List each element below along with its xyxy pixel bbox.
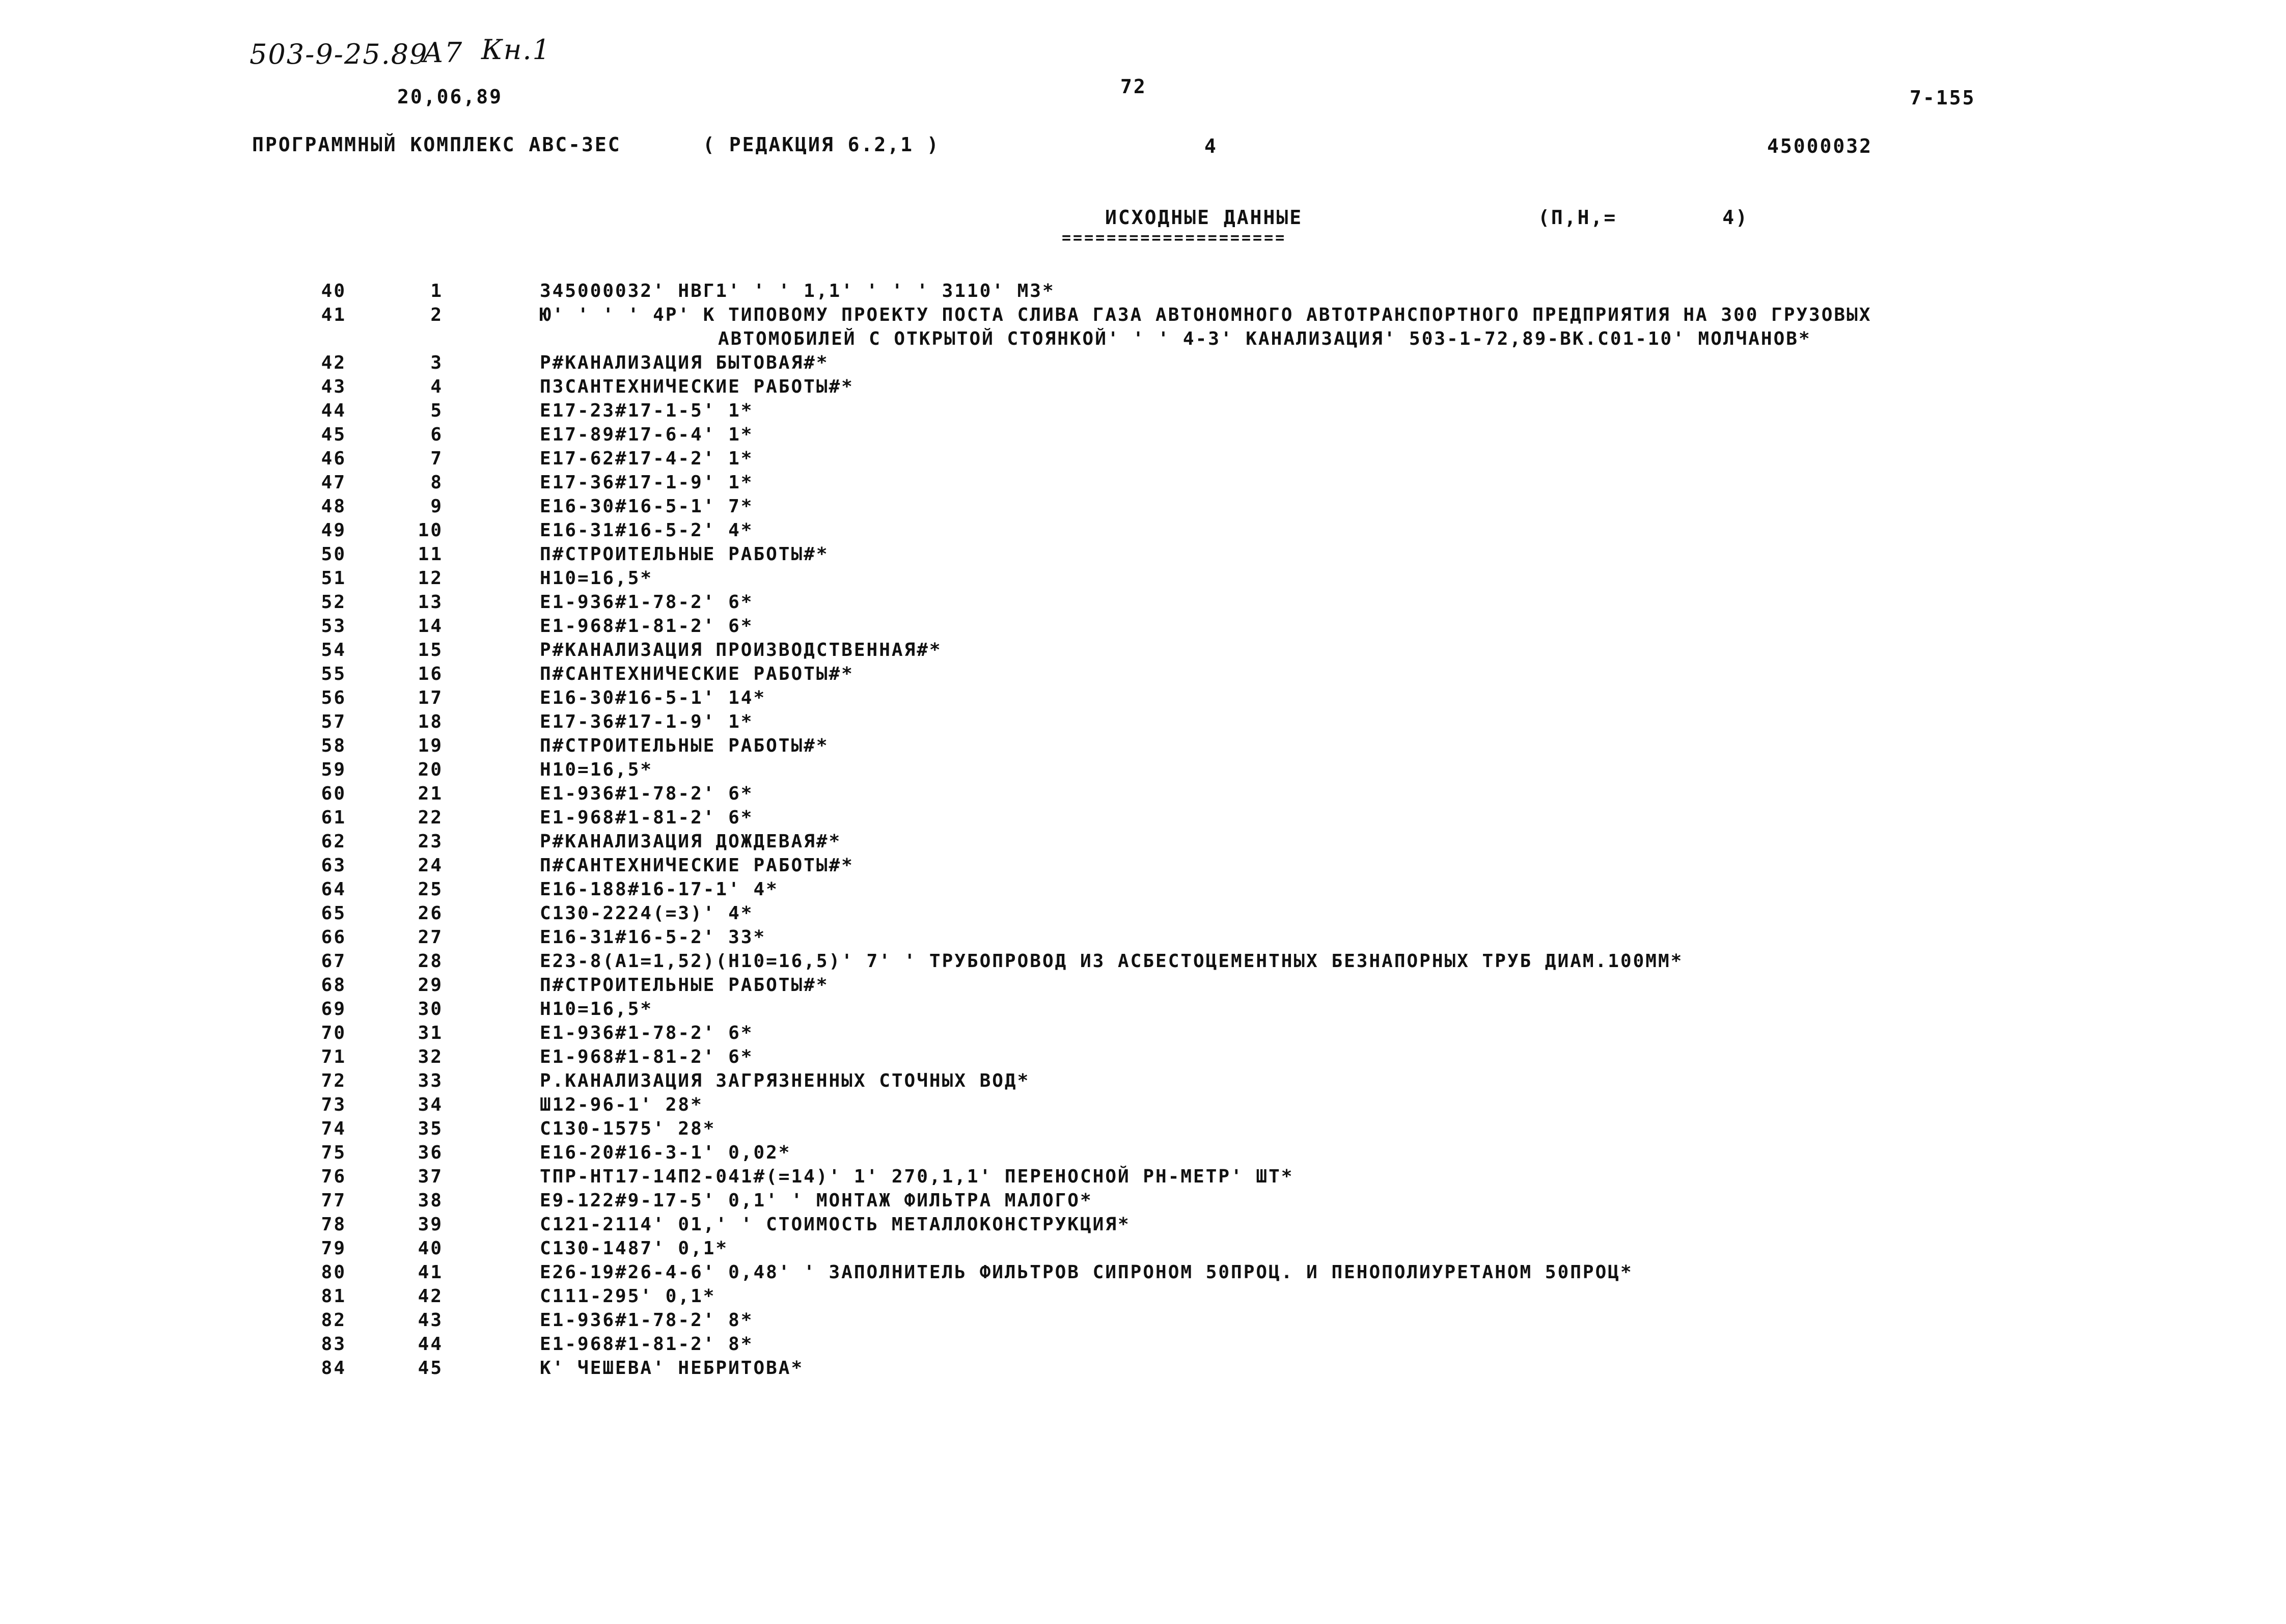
row-sequence: 23: [418, 831, 443, 852]
row-sequence: 18: [418, 711, 443, 732]
row-text: С130-1487' 0,1*: [540, 1238, 729, 1259]
row-text: Е1-936#1-78-2' 6*: [540, 592, 754, 613]
listing-row: [0, 1093, 2286, 1117]
row-number: 52: [321, 592, 346, 613]
row-text: Е17-89#17-6-4' 1*: [540, 424, 754, 445]
row-sequence: 20: [418, 759, 443, 780]
row-text: С121-2114' 01,' ' СТОИМОСТЬ МЕТАЛЛОКОНСТРУКЦИЯ*: [540, 1214, 1131, 1235]
row-sequence: 35: [418, 1118, 443, 1139]
row-sequence: 27: [418, 927, 443, 948]
row-sequence: 32: [418, 1047, 443, 1067]
row-text: Е16-188#16-17-1' 4*: [540, 879, 779, 900]
row-text: ПЗСАНТЕХНИЧЕСКИЕ РАБОТЫ#*: [540, 376, 854, 397]
row-number: 79: [321, 1238, 346, 1259]
row-sequence: 40: [418, 1238, 443, 1259]
row-text: Е1-968#1-81-2' 6*: [540, 1047, 754, 1067]
row-sequence: 7: [430, 448, 443, 469]
row-sequence: 2: [430, 305, 443, 325]
listing-row: [0, 1260, 2286, 1284]
listing-row: [0, 997, 2286, 1021]
page-number: 72: [1120, 75, 1147, 98]
handwritten-album: А7: [423, 37, 463, 69]
row-number: 42: [321, 352, 346, 373]
listing-row: [0, 1141, 2286, 1165]
row-number: 54: [321, 640, 346, 660]
listing-row: [0, 782, 2286, 806]
row-number: 67: [321, 951, 346, 972]
listing-row: [0, 566, 2286, 590]
row-text: Н10=16,5*: [540, 999, 653, 1020]
row-text: 345000032' НВГ1' ' ' 1,1' ' ' ' 3110' МЗ*: [540, 281, 1055, 301]
row-number: 84: [321, 1358, 346, 1379]
row-text: С130-1575' 28*: [540, 1118, 716, 1139]
row-sequence: 28: [418, 951, 443, 972]
row-text: Е16-31#16-5-2' 33*: [540, 927, 766, 948]
listing-row: [0, 471, 2286, 494]
row-text: Ю' ' ' ' 4Р' К ТИПОВОМУ ПРОЕКТУ ПОСТА СЛИВА ГАЗА АВТОНОМНОГО АВТОТРАНСПОРТНОГО ПРЕДПРИЯТИЯ НА 300 ГРУЗОВЫХ: [540, 305, 1872, 325]
row-sequence: 9: [430, 496, 443, 517]
row-number: 71: [321, 1047, 346, 1067]
row-sequence: 4: [430, 376, 443, 397]
row-text: П#СТРОИТЕЛЬНЫЕ РАБОТЫ#*: [540, 975, 829, 996]
row-number: 46: [321, 448, 346, 469]
row-number: 60: [321, 783, 346, 804]
listing-row: [0, 1236, 2286, 1260]
row-text: Н10=16,5*: [540, 568, 653, 589]
row-number: 72: [321, 1070, 346, 1091]
listing-row: [0, 973, 2286, 997]
handwritten-project-code: 503-9-25.89: [250, 38, 428, 70]
listing-row: [0, 1213, 2286, 1236]
row-sequence: 21: [418, 783, 443, 804]
listing-row: [0, 1165, 2286, 1189]
row-continuation-text: АВТОМОБИЛЕЙ С ОТКРЫТОЙ СТОЯНКОЙ' ' ' 4-3' КАНАЛИЗАЦИЯ' 503-1-72,89-ВК.С01-10' МОЛЧАНОВ*: [718, 328, 1811, 349]
row-text: Е1-936#1-78-2' 6*: [540, 1023, 754, 1043]
listing-row: [0, 1189, 2286, 1213]
row-number: 62: [321, 831, 346, 852]
row-text: П#САНТЕХНИЧЕСКИЕ РАБОТЫ#*: [540, 855, 854, 876]
row-number: 47: [321, 472, 346, 493]
listing-row: [0, 638, 2286, 662]
row-sequence: 43: [418, 1310, 443, 1331]
row-number: 80: [321, 1262, 346, 1283]
listing-row: [0, 399, 2286, 423]
row-sequence: 24: [418, 855, 443, 876]
listing-row: [0, 949, 2286, 973]
listing-row: [0, 351, 2286, 375]
row-number: 61: [321, 807, 346, 828]
row-number: 50: [321, 544, 346, 565]
listing-row: [0, 710, 2286, 734]
row-number: 41: [321, 305, 346, 325]
row-sequence: 44: [418, 1334, 443, 1355]
row-text: Ш12-96-1' 28*: [540, 1094, 703, 1115]
listing-row: [0, 901, 2286, 925]
row-number: 73: [321, 1094, 346, 1115]
row-text: Е1-936#1-78-2' 8*: [540, 1310, 754, 1331]
row-sequence: 17: [418, 687, 443, 708]
row-sequence: 15: [418, 640, 443, 660]
listing-row: [0, 1069, 2286, 1093]
row-text: Р#КАНАЛИЗАЦИЯ ПРОИЗВОДСТВЕННАЯ#*: [540, 640, 942, 660]
row-number: 56: [321, 687, 346, 708]
row-sequence: 10: [418, 520, 443, 541]
listing-row: [0, 1308, 2286, 1332]
row-sequence: 6: [430, 424, 443, 445]
listing-row: [0, 758, 2286, 782]
row-text: С130-2224(=3)' 4*: [540, 903, 754, 924]
row-number: 43: [321, 376, 346, 397]
listing-row: [0, 1021, 2286, 1045]
program-name: ПРОГРАММНЫЙ КОМПЛЕКС АВС-ЗЕС: [252, 133, 621, 156]
row-number: 59: [321, 759, 346, 780]
row-text: Е17-36#17-1-9' 1*: [540, 472, 754, 493]
listing-row: [0, 1284, 2286, 1308]
row-text: ТПР-НТ17-14П2-041#(=14)' 1' 270,1,1' ПЕРЕНОСНОЙ РН-МЕТР' ШТ*: [540, 1166, 1294, 1187]
row-text: С111-295' 0,1*: [540, 1286, 716, 1307]
row-number: 63: [321, 855, 346, 876]
row-number: 57: [321, 711, 346, 732]
row-sequence: 13: [418, 592, 443, 613]
row-sequence: 45: [418, 1358, 443, 1379]
row-number: 70: [321, 1023, 346, 1043]
row-number: 68: [321, 975, 346, 996]
row-sequence: 1: [430, 281, 443, 301]
row-sequence: 12: [418, 568, 443, 589]
row-number: 66: [321, 927, 346, 948]
row-sequence: 26: [418, 903, 443, 924]
row-sequence: 3: [430, 352, 443, 373]
program-edition: ( РЕДАКЦИЯ 6.2,1 ): [703, 133, 940, 156]
row-sequence: 25: [418, 879, 443, 900]
listing-row: [0, 854, 2286, 877]
row-number: 48: [321, 496, 346, 517]
row-sequence: 39: [418, 1214, 443, 1235]
section-title-underline: ====================: [1062, 229, 1287, 247]
section-title: ИСХОДНЫЕ ДАННЫЕ: [1105, 206, 1303, 229]
row-text: Е16-20#16-3-1' 0,02*: [540, 1142, 791, 1163]
row-number: 83: [321, 1334, 346, 1355]
row-number: 74: [321, 1118, 346, 1139]
row-text: Е1-936#1-78-2' 6*: [540, 783, 754, 804]
listing-row: [0, 518, 2286, 542]
row-number: 65: [321, 903, 346, 924]
row-text: Р#КАНАЛИЗАЦИЯ БЫТОВАЯ#*: [540, 352, 829, 373]
row-sequence: 19: [418, 735, 443, 756]
row-text: П#САНТЕХНИЧЕСКИЕ РАБОТЫ#*: [540, 664, 854, 684]
row-sequence: 36: [418, 1142, 443, 1163]
row-sequence: 31: [418, 1023, 443, 1043]
print-date: 20,06,89: [397, 86, 503, 108]
row-number: 81: [321, 1286, 346, 1307]
listing-row: [0, 877, 2286, 901]
row-text: Е16-30#16-5-1' 14*: [540, 687, 766, 708]
listing-row: [0, 375, 2286, 399]
row-number: 51: [321, 568, 346, 589]
row-sequence: 14: [418, 616, 443, 637]
row-text: Е16-31#16-5-2' 4*: [540, 520, 754, 541]
row-number: 78: [321, 1214, 346, 1235]
listing-row: [0, 303, 2286, 327]
row-number: 75: [321, 1142, 346, 1163]
listing-row: [0, 1045, 2286, 1069]
listing-row: [0, 614, 2286, 638]
listing-row: [0, 279, 2286, 303]
row-text: Е16-30#16-5-1' 7*: [540, 496, 754, 517]
listing-row: [0, 423, 2286, 447]
row-sequence: 34: [418, 1094, 443, 1115]
row-number: 64: [321, 879, 346, 900]
row-text: К' ЧЕШЕВА' НЕБРИТОВА*: [540, 1358, 804, 1379]
row-sequence: 30: [418, 999, 443, 1020]
row-text: Р#КАНАЛИЗАЦИЯ ДОЖДЕВАЯ#*: [540, 831, 842, 852]
row-text: Е23-8(А1=1,52)(Н10=16,5)' 7' ' ТРУБОПРОВОД ИЗ АСБЕСТОЦЕМЕНТНЫХ БЕЗНАПОРНЫХ ТРУБ ДИАМ.100ММ*: [540, 951, 1684, 972]
listing-row: [0, 542, 2286, 566]
row-number: 49: [321, 520, 346, 541]
row-number: 69: [321, 999, 346, 1020]
handwritten-book: Кн.1: [481, 34, 551, 66]
row-text: Е17-23#17-1-5' 1*: [540, 400, 754, 421]
row-number: 44: [321, 400, 346, 421]
row-text: Н10=16,5*: [540, 759, 653, 780]
row-text: Е1-968#1-81-2' 8*: [540, 1334, 754, 1355]
row-text: Е17-62#17-4-2' 1*: [540, 448, 754, 469]
row-number: 45: [321, 424, 346, 445]
row-text: П#СТРОИТЕЛЬНЫЕ РАБОТЫ#*: [540, 544, 829, 565]
row-text: Е26-19#26-4-6' 0,48' ' ЗАПОЛНИТЕЛЬ ФИЛЬТРОВ СИПРОНОМ 50ПРОЦ. И ПЕНОПОЛИУРЕТАНОМ 50ПРОЦ*: [540, 1262, 1633, 1283]
row-text: Е17-36#17-1-9' 1*: [540, 711, 754, 732]
row-sequence: 16: [418, 664, 443, 684]
row-number: 55: [321, 664, 346, 684]
row-sequence: 38: [418, 1190, 443, 1211]
listing-row: [0, 1332, 2286, 1356]
row-text: Е1-968#1-81-2' 6*: [540, 807, 754, 828]
object-code: 45000032: [1767, 135, 1873, 157]
listing-row: [0, 830, 2286, 854]
listing-row: [0, 925, 2286, 949]
row-sequence: 8: [430, 472, 443, 493]
row-sequence: 29: [418, 975, 443, 996]
section-parameter: (П,Н,= 4): [1538, 206, 1749, 229]
row-sequence: 11: [418, 544, 443, 565]
row-number: 53: [321, 616, 346, 637]
document-code: 7-155: [1910, 87, 1976, 109]
listing-row: [0, 662, 2286, 686]
row-text: Е9-122#9-17-5' 0,1' ' МОНТАЖ ФИЛЬТРА МАЛОГО*: [540, 1190, 1093, 1211]
row-text: Р.КАНАЛИЗАЦИЯ ЗАГРЯЗНЕННЫХ СТОЧНЫХ ВОД*: [540, 1070, 1030, 1091]
listing-row: [0, 590, 2286, 614]
row-number: 58: [321, 735, 346, 756]
row-text: Е1-968#1-81-2' 6*: [540, 616, 754, 637]
row-number: 40: [321, 281, 346, 301]
listing-row: [0, 686, 2286, 710]
row-sequence: 41: [418, 1262, 443, 1283]
listing-row: [0, 1356, 2286, 1380]
section-number: 4: [1204, 135, 1218, 157]
row-number: 76: [321, 1166, 346, 1187]
listing-row: [0, 1117, 2286, 1141]
listing-row: [0, 494, 2286, 518]
row-sequence: 42: [418, 1286, 443, 1307]
listing-row: [0, 447, 2286, 471]
row-number: 82: [321, 1310, 346, 1331]
listing-row: [0, 734, 2286, 758]
listing-row-continuation: [0, 327, 2286, 351]
row-sequence: 5: [430, 400, 443, 421]
row-sequence: 33: [418, 1070, 443, 1091]
row-sequence: 22: [418, 807, 443, 828]
row-sequence: 37: [418, 1166, 443, 1187]
row-text: П#СТРОИТЕЛЬНЫЕ РАБОТЫ#*: [540, 735, 829, 756]
listing-row: [0, 806, 2286, 830]
row-number: 77: [321, 1190, 346, 1211]
